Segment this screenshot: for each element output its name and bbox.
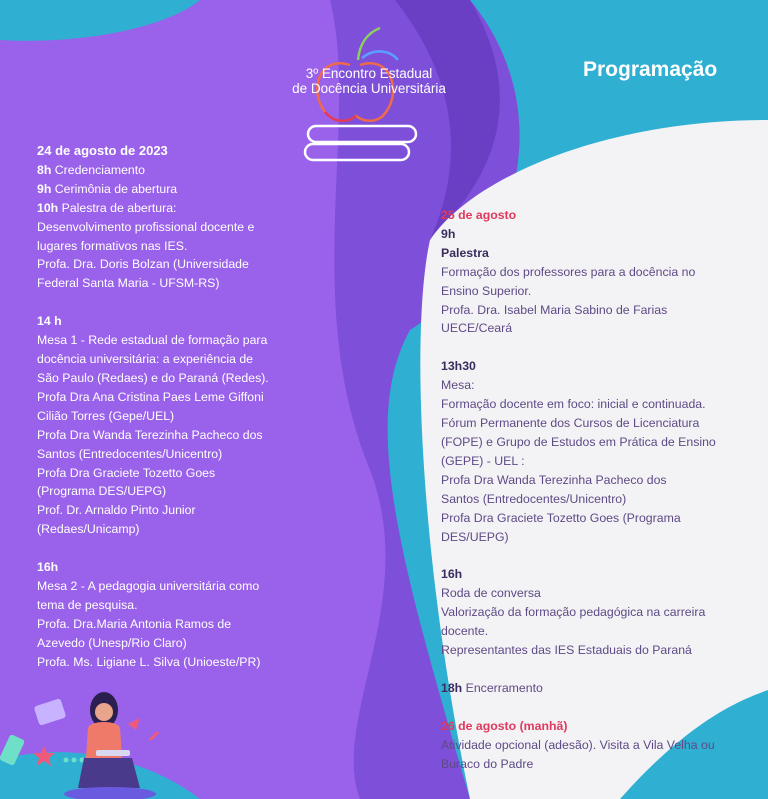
block2-line: Profa Dra Graciete Tozetto Goes (Programa	[441, 510, 681, 525]
schedule-text: Credenciamento	[54, 162, 146, 177]
session1-line: (Programa DES/UEPG)	[37, 484, 167, 499]
schedule-item	[37, 180, 282, 199]
day3-date: 26 de agosto (manhã)	[441, 718, 568, 733]
session2-line: Mesa 2 - A pedagogia universitária como	[37, 579, 260, 594]
schedule-hour: 9h	[37, 181, 52, 196]
session1-line: São Paulo (Redaes) e do Paraná (Redes).	[37, 370, 269, 385]
day3-line: Buraco do Padre	[441, 756, 534, 771]
day1-date: 24 de agosto de 2023	[37, 143, 168, 158]
day2-column	[441, 206, 731, 774]
block2-line: DES/UEPG)	[441, 529, 509, 544]
block1-heading: Palestra	[441, 245, 489, 260]
block2-line: (GEPE) - UEL :	[441, 453, 525, 468]
event-title-line-1: 3º Encontro Estadual	[305, 66, 433, 81]
lecture-line: Desenvolvimento profissional docente e	[37, 219, 255, 234]
block2-line: (FOPE) e Grupo de Estudos em Prática de Ensino	[441, 434, 716, 449]
session2-line: Profa. Dra.Maria Antonia Ramos de	[37, 616, 232, 631]
day1-column	[37, 142, 282, 672]
lecture-line: Federal Santa Maria - UFSM-RS)	[37, 276, 220, 291]
session1-line: Cilião Torres (Gepe/UEL)	[37, 408, 175, 423]
lecture-line: Profa. Dra. Doris Bolzan (Universidade	[37, 257, 249, 272]
block2-line: Fórum Permanente dos Cursos de Licenciatura	[441, 416, 700, 431]
block2-hour: 13h30	[441, 359, 476, 374]
block2-line: Profa Dra Wanda Terezinha Pacheco dos	[441, 472, 667, 487]
block2-line: Formação docente em foco: inicial e continuada.	[441, 397, 706, 412]
schedule-text: Cerimônia de abertura	[54, 181, 178, 196]
day3-line: Atividade opcional (adesão). Visita a Vila Velha ou	[441, 737, 715, 752]
block3-hour: 16h	[441, 567, 463, 582]
block3-line: Valorização da formação pedagógica na carreira	[441, 605, 706, 620]
session1-line: Profa Dra Graciete Tozetto Goes	[37, 465, 216, 480]
schedule-hour: 8h	[37, 162, 52, 177]
block1-line: Ensino Superior.	[441, 283, 532, 298]
session1-line: Mesa 1 - Rede estadual de formação para	[37, 333, 268, 348]
session1-hour: 14 h	[37, 314, 62, 329]
block1-line: Profa. Dra. Isabel Maria Sabino de Farias	[441, 302, 668, 317]
session2-hour: 16h	[37, 560, 59, 575]
block1-hour: 9h	[441, 226, 456, 241]
event-title-line-2: de Docência Universitária	[292, 81, 446, 96]
block3-line: Representantes das IES Estaduais do Paraná	[441, 643, 692, 658]
block3-line: docente.	[441, 624, 489, 639]
block3-line: Roda de conversa	[441, 586, 541, 601]
session1-line: Profa Dra Ana Cristina Paes Leme Giffoni	[37, 389, 264, 404]
closing-item	[441, 679, 731, 698]
event-title	[271, 66, 467, 96]
schedule-hour: 10h	[37, 200, 59, 215]
session1-line: docência universitária: a experiência de	[37, 352, 254, 367]
session2-line: Azevedo (Unesp/Rio Claro)	[37, 635, 187, 650]
block2-line: Mesa:	[441, 378, 475, 393]
closing-text: Encerramento	[465, 680, 543, 695]
block2-line: Santos (Entredocentes/Unicentro)	[441, 491, 627, 506]
schedule-item	[37, 199, 282, 218]
block1-line: UECE/Ceará	[441, 321, 513, 336]
session1-line: Profa Dra Wanda Terezinha Pacheco dos	[37, 427, 263, 442]
program-heading: Programação	[583, 58, 718, 81]
session2-line: tema de pesquisa.	[37, 597, 138, 612]
closing-hour: 18h	[441, 680, 463, 695]
schedule-text: Palestra de abertura:	[61, 200, 177, 215]
woman-with-laptop-illustration	[0, 680, 200, 799]
session1-line: Santos (Entredocentes/Unicentro)	[37, 446, 223, 461]
session1-line: Prof. Dr. Arnaldo Pinto Junior	[37, 503, 196, 518]
schedule-item	[37, 161, 282, 180]
session1-line: (Redaes/Unicamp)	[37, 522, 140, 537]
session2-line: Profa. Ms. Ligiane L. Silva (Unioeste/PR)	[37, 654, 261, 669]
block1-line: Formação dos professores para a docência no	[441, 264, 696, 279]
lecture-line: lugares formativos nas IES.	[37, 238, 188, 253]
day2-date: 25 de agosto	[441, 208, 517, 222]
